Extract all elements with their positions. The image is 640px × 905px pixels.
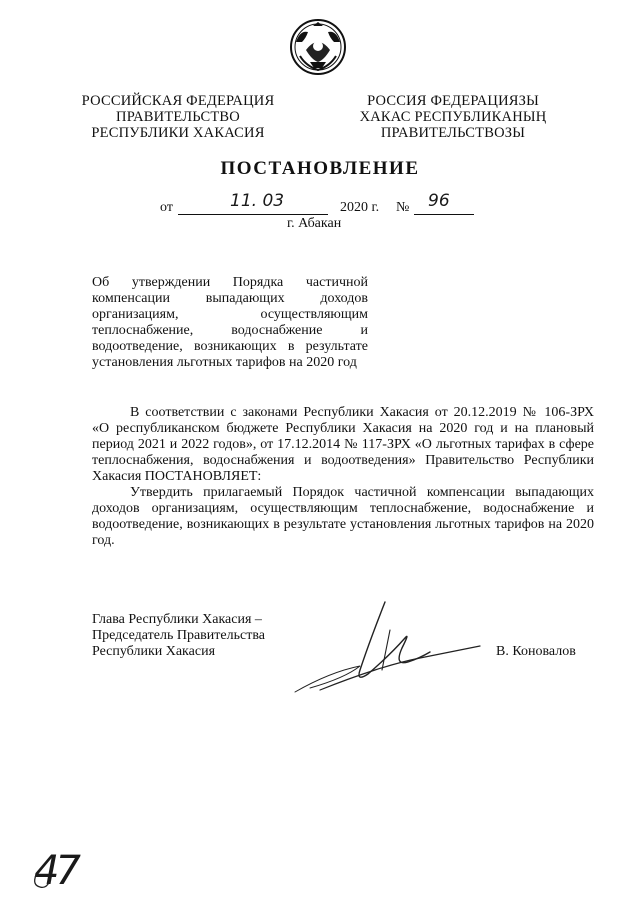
number-sign: № [396, 200, 410, 215]
header-left [78, 93, 278, 141]
subject-line: организациям, осуществляющим [92, 307, 368, 322]
signatory-position-line: Республики Хакасия [92, 644, 216, 659]
body-line: год. [92, 533, 115, 548]
body-line: теплоснабжения, водоснабжения и водоотведения» Правительство Республики [92, 453, 594, 468]
subject-line: установления льготных тарифов на 2020 год [92, 355, 357, 370]
header-right-line: ПРАВИТЕЛЬСТВОЗЫ [380, 125, 526, 141]
city: г. Абакан [287, 216, 342, 231]
body-line: период 2021 и 2022 годов», от 17.12.2014 № 117-ЗРХ «О льготных тарифах в сфере [92, 437, 594, 452]
number-underline [414, 214, 474, 215]
subject-line: Об утверждении Порядка частичной [92, 275, 368, 290]
date-from-label: от [160, 200, 173, 215]
body-line: Утвердить прилагаемый Порядок частичной компенсации выпадающих [130, 485, 594, 500]
subject-line: теплоснабжение, водоснабжение и [92, 323, 368, 338]
signature-icon [290, 600, 490, 700]
date-underline [178, 214, 328, 215]
header-right [350, 93, 556, 141]
subject-line: компенсации выпадающих доходов [92, 291, 368, 306]
header-left-line: РЕСПУБЛИКИ ХАКАСИЯ [91, 125, 265, 141]
header-right-line: ХАКАС РЕСПУБЛИКАНЫҢ [359, 109, 547, 125]
header-left-line: ПРАВИТЕЛЬСТВО [116, 109, 240, 125]
signatory-name: В. Коновалов [496, 644, 576, 659]
signatory-position-line: Глава Республики Хакасия – [92, 612, 262, 627]
body-line: «О республиканском бюджете Республики Хакасия на 2020 год и на плановый [92, 421, 594, 436]
body-line: доходов организациям, осуществляющим теплоснабжение, водоснабжение и [92, 501, 594, 516]
coat-of-arms-icon [286, 16, 350, 78]
body-line: Хакасия ПОСТАНОВЛЯЕТ: [92, 469, 262, 484]
handwritten-number: 96 [428, 191, 450, 211]
signatory-position-line: Председатель Правительства [92, 628, 265, 643]
body-line: В соответствии с законами Республики Хакасия от 20.12.2019 № 106-ЗРХ [130, 405, 594, 420]
subject-line: водоотведение, возникающих в результате [92, 339, 368, 354]
date-year: 2020 г. [340, 200, 380, 215]
handwritten-page-number: 47 [34, 848, 77, 894]
body-line: водоотведение, возникающих в результате установления льготных тарифов на 2020 [92, 517, 594, 532]
document-title: ПОСТАНОВЛЕНИЕ [220, 158, 420, 179]
margin-mark-icon [30, 855, 80, 895]
handwritten-date: 11. 03 [230, 191, 285, 211]
header-left-line: РОССИЙСКАЯ ФЕДЕРАЦИЯ [81, 93, 275, 109]
header-right-line: РОССИЯ ФЕДЕРАЦИЯЗЫ [367, 93, 539, 109]
